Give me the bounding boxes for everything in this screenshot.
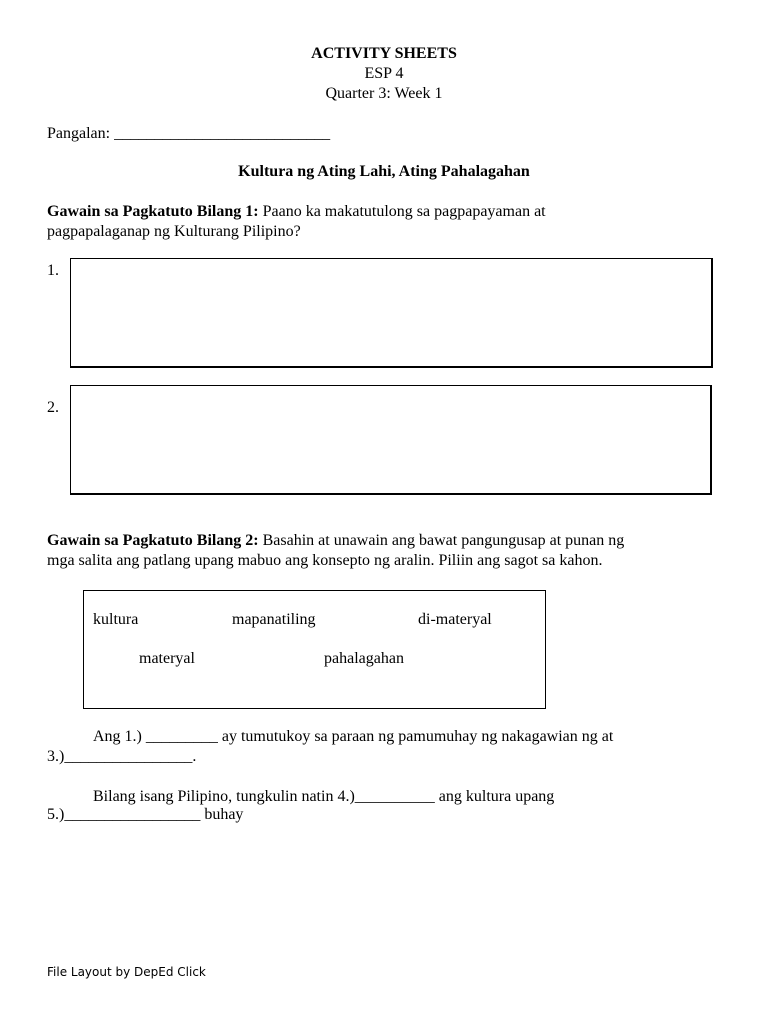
sentence1-line1: Ang 1.) _________ ay tumutukoy sa paraan ng pamumuhay ng nakagawian ng at: [93, 728, 614, 745]
answer-box-2[interactable]: [70, 385, 712, 495]
word-pahalagahan: pahalagahan: [324, 650, 404, 667]
word-materyal: materyal: [139, 650, 195, 667]
name-label: Pangalan:: [47, 125, 111, 142]
name-blank[interactable]: ___________________________: [114, 125, 331, 142]
activity1-heading: Gawain sa Pagkatuto Bilang 1:: [47, 203, 259, 220]
word-mapanatiling: mapanatiling: [232, 611, 316, 628]
activity2-prompt-text: Basahin at unawain ang bawat pangungusap at punan ng: [258, 532, 625, 549]
sentence1-line2: 3.)________________.: [47, 748, 197, 765]
activity1-prompt-line1: [47, 202, 546, 222]
sentence2-line1: Bilang isang Pilipino, tungkulin natin 4.)__________ ang kultura upang: [93, 788, 555, 805]
footer-credit: File Layout by DepEd Click: [47, 965, 206, 979]
sentence2-line2: 5.)_________________ buhay: [47, 806, 244, 823]
word-kultura: kultura: [93, 611, 139, 628]
answer-box-1[interactable]: [70, 258, 713, 368]
lesson-title: Kultura ng Ating Lahi, Ating Pahalagahan: [238, 163, 530, 180]
item-number-1: 1.: [47, 262, 59, 279]
item-number-2: 2.: [47, 399, 59, 416]
activity1-prompt-line2: pagpapalaganap ng Kulturang Pilipino?: [47, 223, 301, 240]
activity2-prompt-line2: mga salita ang patlang upang mabuo ang konsepto ng aralin. Piliin ang sagot sa kahon.: [47, 552, 603, 569]
activity2-prompt-line1: [47, 531, 624, 551]
activity1-prompt-text: Paano ka makatutulong sa pagpapayaman at: [258, 203, 546, 220]
word-di-materyal: di-materyal: [418, 611, 492, 628]
name-field: [47, 124, 330, 144]
document-title: ACTIVITY SHEETS: [311, 45, 457, 62]
word-bank-box: [83, 590, 546, 709]
quarter-label: Quarter 3: Week 1: [325, 85, 443, 102]
activity2-heading: Gawain sa Pagkatuto Bilang 2:: [47, 532, 259, 549]
subject-label: ESP 4: [364, 65, 404, 82]
